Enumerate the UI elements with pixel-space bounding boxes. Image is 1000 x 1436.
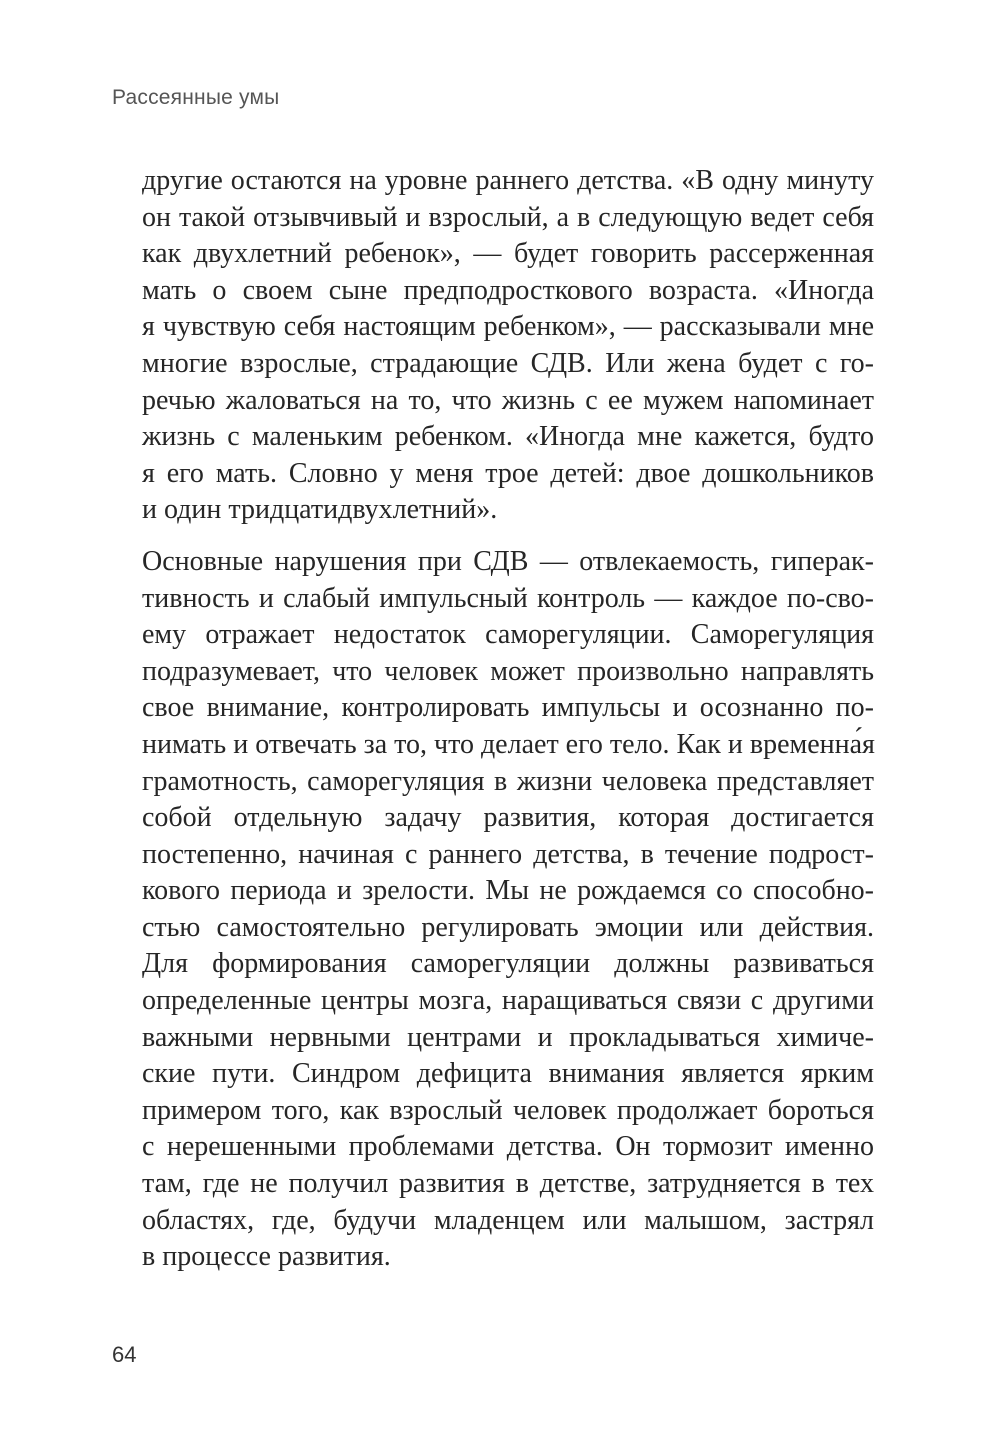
text-line: я чувствую себя настоящим ребенком», — рассказывали мне [142,311,874,343]
text-line: многие взрослые, страдающие СДВ. Или жена будет с го- [142,347,874,379]
text-line: постепенно, начиная с раннего детства, в течение подрост- [142,838,874,870]
text-line: в процессе развития. [142,1241,391,1273]
text-line: Для формирования саморегуляции должны развиваться [142,948,874,980]
text-line: подразумевает, что человек может произвольно направлять [142,655,874,687]
text-line: Основные нарушения при СДВ — отвлекаемость, гиперак- [142,545,874,577]
running-header: Рассеянные умы [112,86,280,109]
text-line: кового периода и зрелости. Мы не рождаемся со способно- [142,875,874,907]
text-line: свое внимание, контролировать импульсы и осознанно по- [142,692,874,724]
text-line: важными нервными центрами и прокладываться химиче- [142,1021,874,1053]
text-line: речью жаловаться на то, что жизнь с ее мужем напоминает [142,384,874,416]
text-line: там, где не получил развития в детстве, затрудняется в тех [142,1168,874,1200]
page-number: 64 [112,1342,137,1367]
text-line: стью самостоятельно регулировать эмоции или действия. [142,911,874,943]
text-line: ему отражает недостаток саморегуляции. Саморегуляция [142,619,874,651]
text-line: грамотность, саморегуляция в жизни человека представляет [142,765,874,797]
text-line: собой отдельную задачу развития, которая достигается [142,802,874,834]
paragraph-2 [142,544,874,1276]
text-line: как двухлетний ребенок», — будет говорить рассерженная [142,238,874,270]
text-line: определенные центры мозга, наращиваться связи с другими [142,985,874,1017]
text-line: он такой отзывчивый и взрослый, а в следующую ведет себя [142,201,874,233]
text-line: жизнь с маленьким ребенком. «Иногда мне кажется, будто [142,421,874,453]
text-line: и один тридцатидвухлетний». [142,494,498,526]
body-text [142,163,874,1276]
text-line: областях, где, будучи младенцем или малышом, застрял [142,1204,874,1236]
text-line: нимать и отвечать за то, что делает его тело. Как и временна́я [142,728,875,760]
text-line: с нерешенными проблемами детства. Он тормозит именно [142,1131,874,1163]
text-line: тивность и слабый импульсный контроль — каждое по-сво- [142,582,874,614]
text-line: примером того, как взрослый человек продолжает бороться [142,1094,874,1126]
text-line: ские пути. Синдром дефицита внимания является ярким [142,1058,874,1090]
text-line: другие остаются на уровне раннего детства. «В одну минуту [142,165,874,196]
paragraph-1 [142,163,874,529]
text-line: мать о своем сыне предподросткового возраста. «Иногда [142,274,874,306]
text-line: я его мать. Словно у меня трое детей: двое дошкольников [142,457,874,489]
